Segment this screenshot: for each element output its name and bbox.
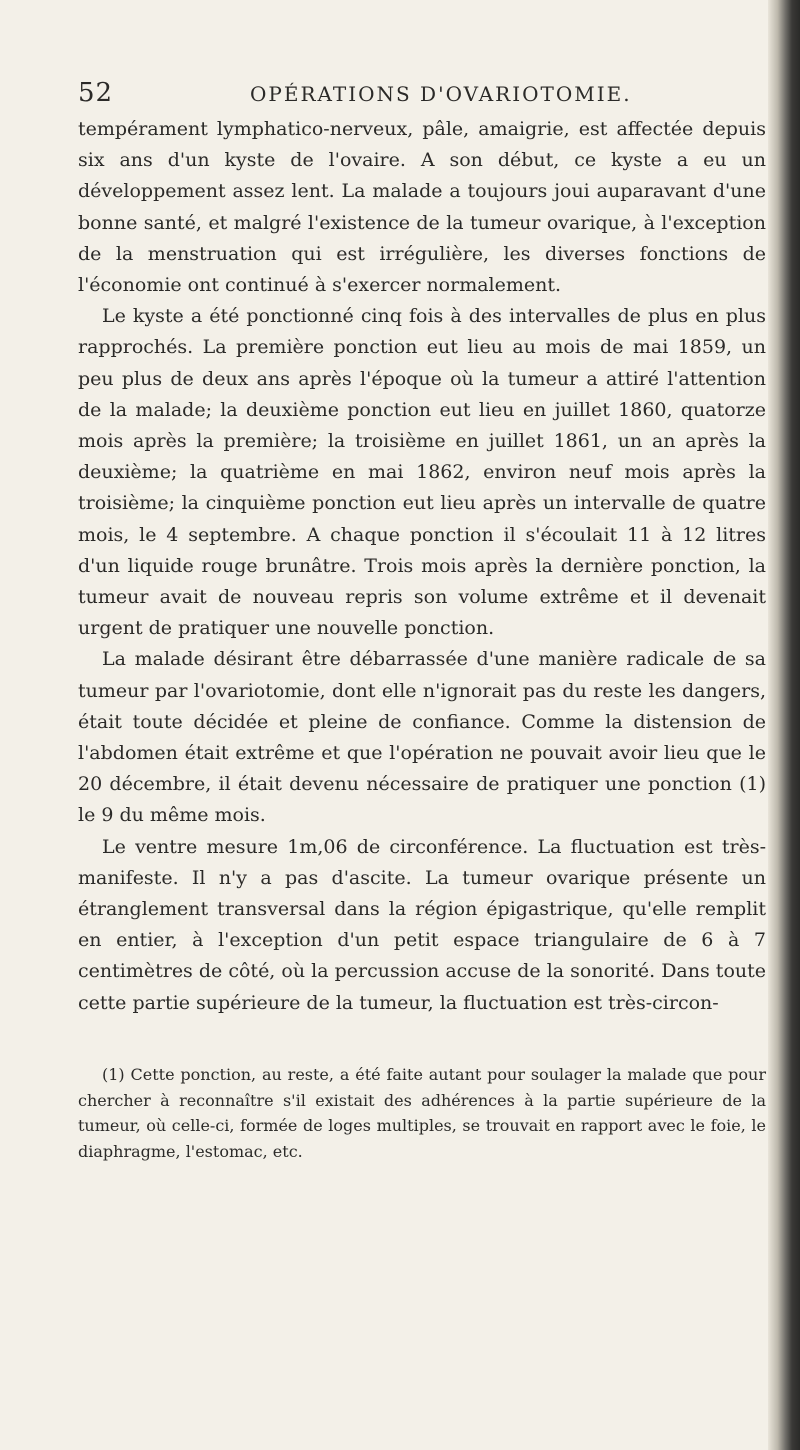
page-number: 52 xyxy=(78,78,114,108)
footnote-text: (1) Cette ponction, au reste, a été faite autant pour soulager la malade que pour chercher à reconnaître s'il existait des adhérences à la partie supérieure de la tumeur, où celle-ci, formée de loges multiples, se trouvait en rapport avec le foie, le diaphragme, l'estomac, etc. xyxy=(78,1065,766,1161)
running-head xyxy=(78,78,744,114)
paragraph-3: La malade désirant être débarrassée d'une manière radicale de sa tumeur par l'ovariotomie, dont elle n'ignorait pas du reste les dangers, était toute décidée et pleine de confiance. Comme la distension de l'abdomen était extrême et que l'opération ne pouvait avoir lieu que le 20 décembre, il était devenu nécessaire de pratiquer une ponction (1) le 9 du même mois. xyxy=(78,648,766,827)
paragraph-2: Le kyste a été ponctionné cinq fois à des intervalles de plus en plus rapprochés. La première ponction eut lieu au mois de mai 1859, un peu plus de deux ans après l'époque où la tumeur a attiré l'attention de la malade; la deuxième ponction eut lieu en juillet 1860, quatorze mois après la première; la troisième en juillet 1861, un an après la deuxième; la quatrième en mai 1862, environ neuf mois après la troisième; la cinquième ponction eut lieu après un intervalle de quatre mois, le 4 septembre. A chaque ponction il s'écoulait 11 à 12 litres d'un liquide rouge brunâtre. Trois mois après la dernière ponction, la tumeur avait de nouveau repris son volume extrême et il devenait urgent de pratiquer une nouvelle ponction. xyxy=(78,305,766,640)
paragraph-4: Le ventre mesure 1m,06 de circonférence. La fluctuation est très-manifeste. Il n'y a pas d'ascite. La tumeur ovarique présente un étranglement transversal dans la région épigastrique, qu'elle remplit en entier, à l'exception d'un petit espace triangulaire de 6 à 7 centimètres de côté, où la percussion accuse de la sonorité. Dans toute cette partie supérieure de la tumeur, la fluctuation est très-circon- xyxy=(78,835,766,1014)
body-text xyxy=(78,114,766,1019)
header-title: OPÉRATIONS D'OVARIOTOMIE. xyxy=(250,82,632,106)
footnote xyxy=(78,1062,766,1164)
paragraph-1: tempérament lymphatico-nerveux, pâle, amaigrie, est affectée depuis six ans d'un kyste de l'ovaire. A son début, ce kyste a eu un développement assez lent. La malade a toujours joui auparavant d'une bonne santé, et malgré l'existence de la tumeur ovarique, à l'exception de la menstruation qui est irrégulière, les diverses fonctions de l'économie ont continué à s'exercer normalement. xyxy=(78,118,766,297)
page-binding-edge xyxy=(768,0,800,1450)
